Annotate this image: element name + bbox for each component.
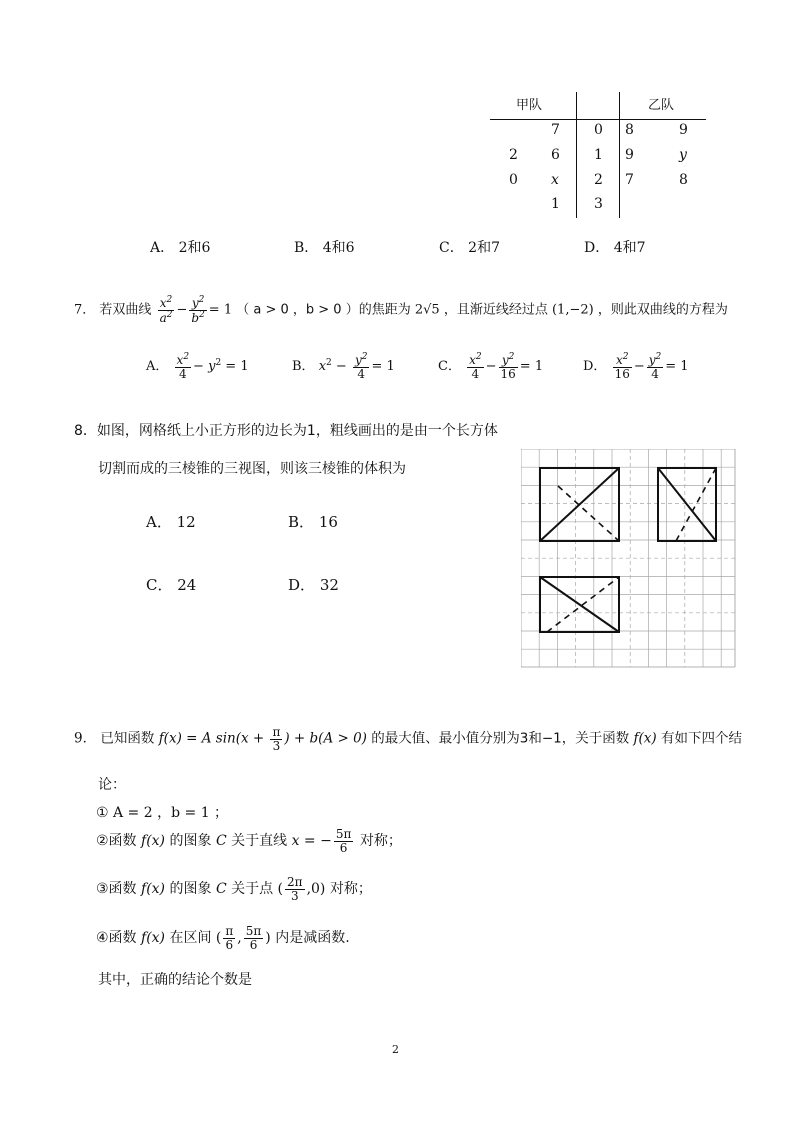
option-b[interactable]: B． $x^2$ − $\frac{y^2}{4}$ = 1 [292, 352, 395, 381]
q7-mid-text: ，且渐近线经过点 [443, 302, 548, 318]
option-a[interactable] [146, 511, 196, 532]
fraction: $\frac{y^2}{4}$ [354, 352, 368, 381]
option-b[interactable] [294, 237, 355, 257]
table-cell: 6 [551, 147, 560, 163]
fraction: $\frac{\pi}{6}$ [225, 924, 234, 952]
option-c[interactable]: C． $\frac{x^2}{4}$ − $\frac{y^2}{16}$ = 1 [438, 352, 544, 381]
question-8-line1: 8．如图，网格纸上小正方形的边长为1，粗线画出的是由一个长方体 [74, 423, 498, 439]
table-cell: 7 [551, 122, 560, 138]
fraction: $\frac{5\pi}{6}$ [335, 827, 352, 855]
q9-intro-b: 的最大值、最小值分别为3和−1，关于函数 [371, 730, 630, 747]
function-expression: f(x) = A sin(x + [158, 730, 269, 747]
focal-distance: 2√5 [414, 302, 440, 318]
option-text: 24 [177, 576, 197, 594]
table-cell: 9 [679, 122, 688, 138]
fx: f(x) [633, 730, 657, 747]
option-text: 12 [176, 513, 196, 531]
fraction: $\frac{y^2}{b^2}$ [191, 295, 205, 325]
option-letter: D． [584, 240, 610, 256]
table-divider-right [619, 92, 620, 218]
q9-intro-c: 有如下四个结 [661, 730, 742, 747]
option-c[interactable] [146, 574, 196, 595]
table-cell: 3 [594, 196, 603, 212]
fraction: $\frac{\pi}{3}$ [272, 725, 281, 753]
statement-2: ②函数 f(x) 的图象 C 关于直线 x = − $\frac{5\pi}{6}$ 对称； [96, 827, 402, 855]
statement-4: ④函数 f(x) 在区间 ( $\frac{\pi}{6}$ , $\frac{5\pi}{6}$ ) 内是减函数. [96, 924, 350, 952]
table-cell: 2 [594, 172, 603, 188]
option-letter: A． [146, 513, 172, 531]
page-number: 2 [392, 1043, 399, 1056]
question-number: 9． [74, 730, 97, 747]
option-text: 16 [318, 513, 338, 531]
option-a[interactable] [150, 237, 210, 257]
table-cell: x [551, 172, 559, 188]
team-b-label: 乙队 [648, 98, 675, 113]
statement-3: ③函数 f(x) 的图象 C 关于点 ( $\frac{2\pi}{3}$ ,0) 对称； [96, 875, 372, 903]
option-letter: D． [288, 576, 316, 594]
side-view-hidden-edge [676, 468, 716, 541]
q7-suffix: ，则此双曲线的方程为 [597, 302, 728, 318]
table-divider-horizontal [490, 119, 706, 120]
fraction: $\frac{x^2}{4}$ [469, 352, 482, 381]
table-cell: 7 [625, 172, 634, 188]
fraction: $\frac{y^2}{16}$ [500, 352, 516, 381]
question-number: 7． [74, 302, 96, 318]
three-view-grid-figure [521, 449, 737, 669]
table-cell: y [679, 147, 687, 163]
question-7-stem: 7． 若双曲线 $\frac{x^2}{a^2}$ − $\frac{y^2}{b^2}$ = 1 （ a > 0 ，b > 0 ）的焦距为 2√5 ，且渐近线经过点 (1,−2) ，则此双曲线的方程为 [74, 295, 728, 325]
point: (1,−2) [551, 302, 594, 318]
q9-intro: 已知函数 [100, 730, 155, 747]
option-letter: D． [583, 359, 607, 375]
option-letter: A． [150, 240, 175, 256]
table-cell: 8 [679, 172, 688, 188]
table-cell: 0 [594, 122, 603, 138]
fraction: $\frac{x^2}{a^2}$ [159, 295, 173, 325]
fraction: $\frac{y^2}{4}$ [648, 352, 662, 381]
question-8-line2: 切割而成的三棱锥的三视图，则该三棱锥的体积为 [98, 461, 406, 477]
option-d[interactable]: D． $\frac{x^2}{16}$ − $\frac{y^2}{4}$ = 1 [583, 352, 689, 381]
option-text: 4和6 [322, 240, 355, 256]
table-cell: 1 [594, 147, 603, 163]
fraction: $\frac{x^2}{16}$ [614, 352, 630, 381]
option-text: 2和6 [178, 240, 211, 256]
option-text: 4和7 [613, 240, 646, 256]
fraction: $\frac{5\pi}{6}$ [245, 924, 262, 952]
table-divider-left [576, 92, 577, 218]
option-d[interactable] [288, 574, 339, 595]
statement-1: ① A = 2 ，b = 1 ； [96, 805, 229, 821]
table-cell: 0 [509, 172, 518, 188]
top-view-diagonal [540, 577, 619, 632]
option-letter: B． [292, 359, 315, 375]
option-text: 2和7 [468, 240, 500, 256]
q9-final-question: 其中，正确的结论个数是 [98, 972, 252, 988]
team-a-label: 甲队 [516, 98, 543, 113]
option-b[interactable] [288, 511, 338, 532]
option-letter: B． [294, 240, 319, 256]
table-cell: 2 [509, 147, 518, 163]
front-view-hidden-edge [558, 486, 619, 541]
q9-intro-d: 论： [98, 777, 126, 793]
option-a[interactable]: A． $\frac{x^2}{4}$ − $y^2 = 1$ [146, 352, 249, 381]
function-expression-tail: ) + b(A > 0) [284, 730, 367, 747]
fraction: $\frac{2\pi}{3}$ [287, 875, 303, 903]
option-letter: A． [146, 359, 169, 375]
question-9-stem [74, 726, 742, 752]
q7-condition: （ a > 0 ，b > 0 ）的焦距为 [236, 302, 411, 318]
option-letter: C． [438, 359, 461, 375]
table-cell: 1 [551, 196, 560, 212]
option-letter: C． [439, 240, 464, 256]
q7-prefix: 若双曲线 [99, 302, 152, 318]
fraction: $\frac{x^2}{4}$ [176, 352, 190, 381]
table-cell: 9 [625, 147, 634, 163]
option-text: 32 [319, 576, 339, 594]
option-letter: C． [146, 576, 173, 594]
option-letter: B． [288, 513, 315, 531]
table-cell: 8 [625, 122, 634, 138]
option-c[interactable] [439, 237, 500, 257]
option-d[interactable] [584, 237, 646, 257]
